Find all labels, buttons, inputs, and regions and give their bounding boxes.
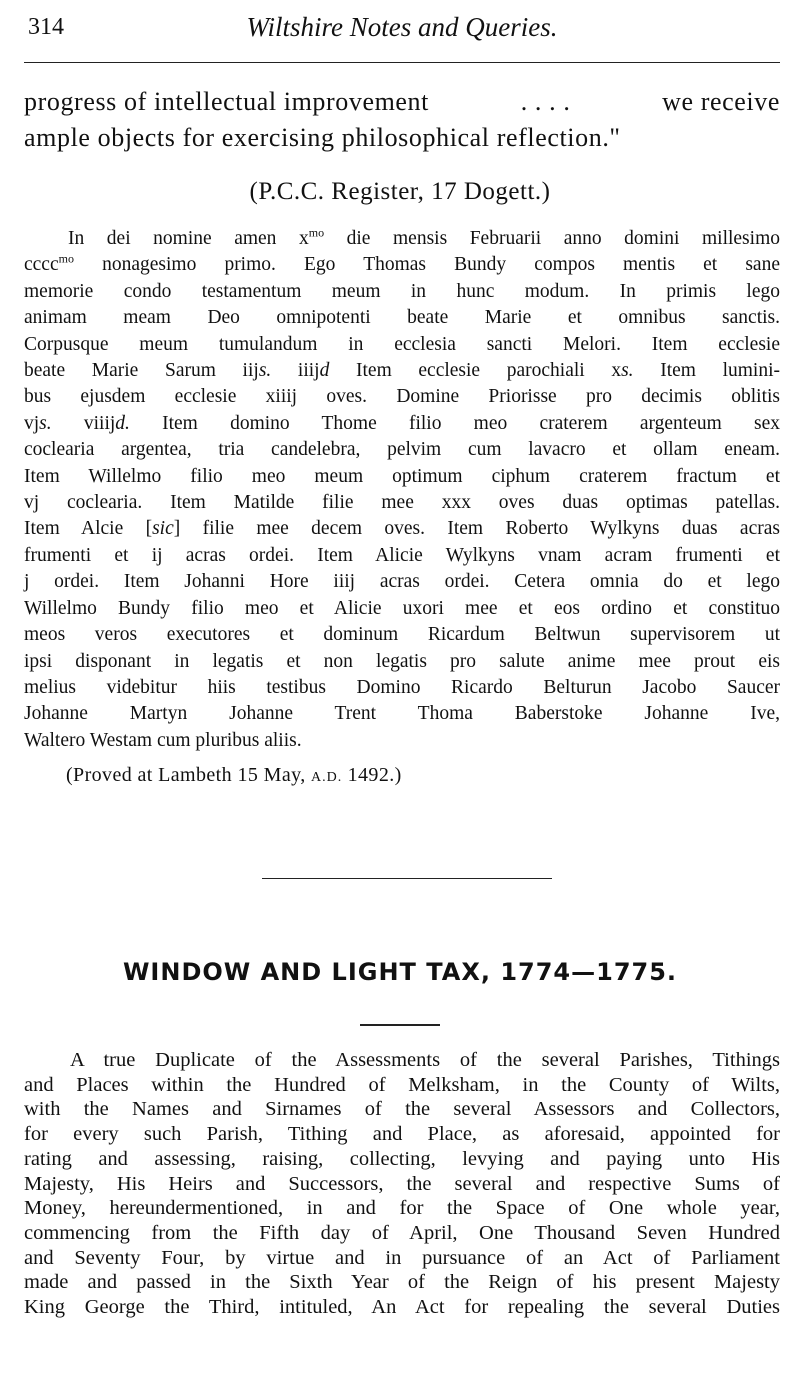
- text-line: and Seventy Four, by virtue and in pursuance of an Act of Parliament: [24, 1246, 780, 1269]
- text-line: Majesty, His Heirs and Successors, the several and respective Sums of: [24, 1172, 780, 1195]
- text-line: meos veros executores et dominum Ricardum Beltwun supervisorem ut: [24, 624, 780, 646]
- text-line: King George the Third, intituled, An Act for repealing the several Duties: [24, 1296, 780, 1319]
- text-line: cccc$^{mo}$ nonagesimo primo. Ego Thomas Bundy compos mentis et sane: [24, 251, 780, 276]
- text-line: ipsi disponant in legatis et non legatis pro salute anime mee prout eis: [24, 650, 780, 672]
- text-line: Johanne Martyn Johanne Trent Thoma Baberstoke Johanne Ive,: [24, 703, 780, 725]
- text-line: In dei nomine amen $x^{mo}$ die mensis Februarii anno domini millesimo: [68, 225, 780, 249]
- title-rule: [360, 1024, 440, 1026]
- intro-quote: [24, 84, 780, 156]
- intro-line: [24, 84, 780, 120]
- text-line: bus ejusdem ecclesie xiiij oves. Domine Priorisse pro decimis oblitis: [24, 386, 780, 408]
- page-header: [24, 8, 780, 50]
- proved-note: (Proved at Lambeth 15 May, A.D. 1492.): [66, 764, 402, 786]
- text-line: A true Duplicate of the Assessments of the several Parishes, Tithings: [70, 1049, 780, 1071]
- text-line: rating and assessing, raising, collecting, levying and paying unto His: [24, 1147, 780, 1170]
- text-line: with the Names and Sirnames of the several Assessors and Collectors,: [24, 1098, 780, 1121]
- text-line: and Places within the Hundred of Melksham, in the County of Wilts,: [24, 1073, 780, 1096]
- text-line: commencing from the Fifth day of April, One Thousand Seven Hundred: [24, 1221, 780, 1244]
- text-line: vj coclearia. Item Matilde filie mee xxx oves duas optimas patellas.: [24, 492, 780, 514]
- source-citation: (P.C.C. Register, 17 Dogett.): [249, 178, 551, 205]
- intro-line: ample objects for exercising philosophical reflection.": [24, 123, 621, 152]
- running-title: Wiltshire Notes and Queries.: [246, 12, 558, 42]
- text-line: beate Marie Sarum iijs. iiijd Item ecclesie parochiali xs. Item lumini-: [24, 360, 781, 382]
- text-line: Waltero Westam cum pluribus aliis.: [24, 729, 302, 751]
- page-number: 314: [28, 14, 64, 40]
- text-line: Item Willelmo filio meo meum optimum ciphum craterem fractum et: [24, 465, 780, 487]
- section-title: WINDOW AND LIGHT TAX, 1774—1775.: [122, 958, 678, 986]
- header-rule: [24, 62, 780, 63]
- duplicate-text: [24, 1048, 780, 1320]
- text-line: frumenti et ij acras ordei. Item Alicie Wylkyns vnam acram frumenti et: [24, 544, 780, 566]
- text-line: melius videbitur hiis testibus Domino Ricardo Belturun Jacobo Saucer: [24, 676, 780, 698]
- section-divider: [262, 878, 552, 879]
- intro-text: progress of intellectual improvement: [24, 87, 429, 116]
- text-line: Item Alcie [sic] filie mee decem oves. Item Roberto Wylkyns duas acras: [24, 518, 780, 540]
- text-line: vjs. viiijd. Item domino Thome filio meo craterem argenteum sex: [24, 412, 781, 434]
- text-line: for every such Parish, Tithing and Place, as aforesaid, appointed for: [24, 1123, 780, 1146]
- text-line: made and passed in the Sixth Year of the Reign of his present Majesty: [24, 1271, 780, 1294]
- ellipsis: . . . .: [520, 87, 571, 116]
- text-line: Money, hereundermentioned, in and for the Space of One whole year,: [24, 1197, 780, 1220]
- will-text: [24, 226, 780, 754]
- intro-text: we receive: [662, 87, 780, 116]
- text-line: j ordei. Item Johanni Hore iiij acras ordei. Cetera omnia do et lego: [24, 571, 780, 593]
- text-line: memorie condo testamentum meum in hunc modum. In primis lego: [24, 280, 780, 302]
- text-line: Willelmo Bundy filio meo et Alicie uxori mee et eos ordino et constituo: [24, 597, 780, 619]
- text-line: coclearia argentea, tria candelebra, pelvim cum lavacro et ollam eneam.: [24, 439, 780, 461]
- text-line: Corpusque meum tumulandum in ecclesia sancti Melori. Item ecclesie: [24, 333, 780, 355]
- text-line: animam meam Deo omnipotenti beate Marie et omnibus sanctis.: [24, 307, 780, 329]
